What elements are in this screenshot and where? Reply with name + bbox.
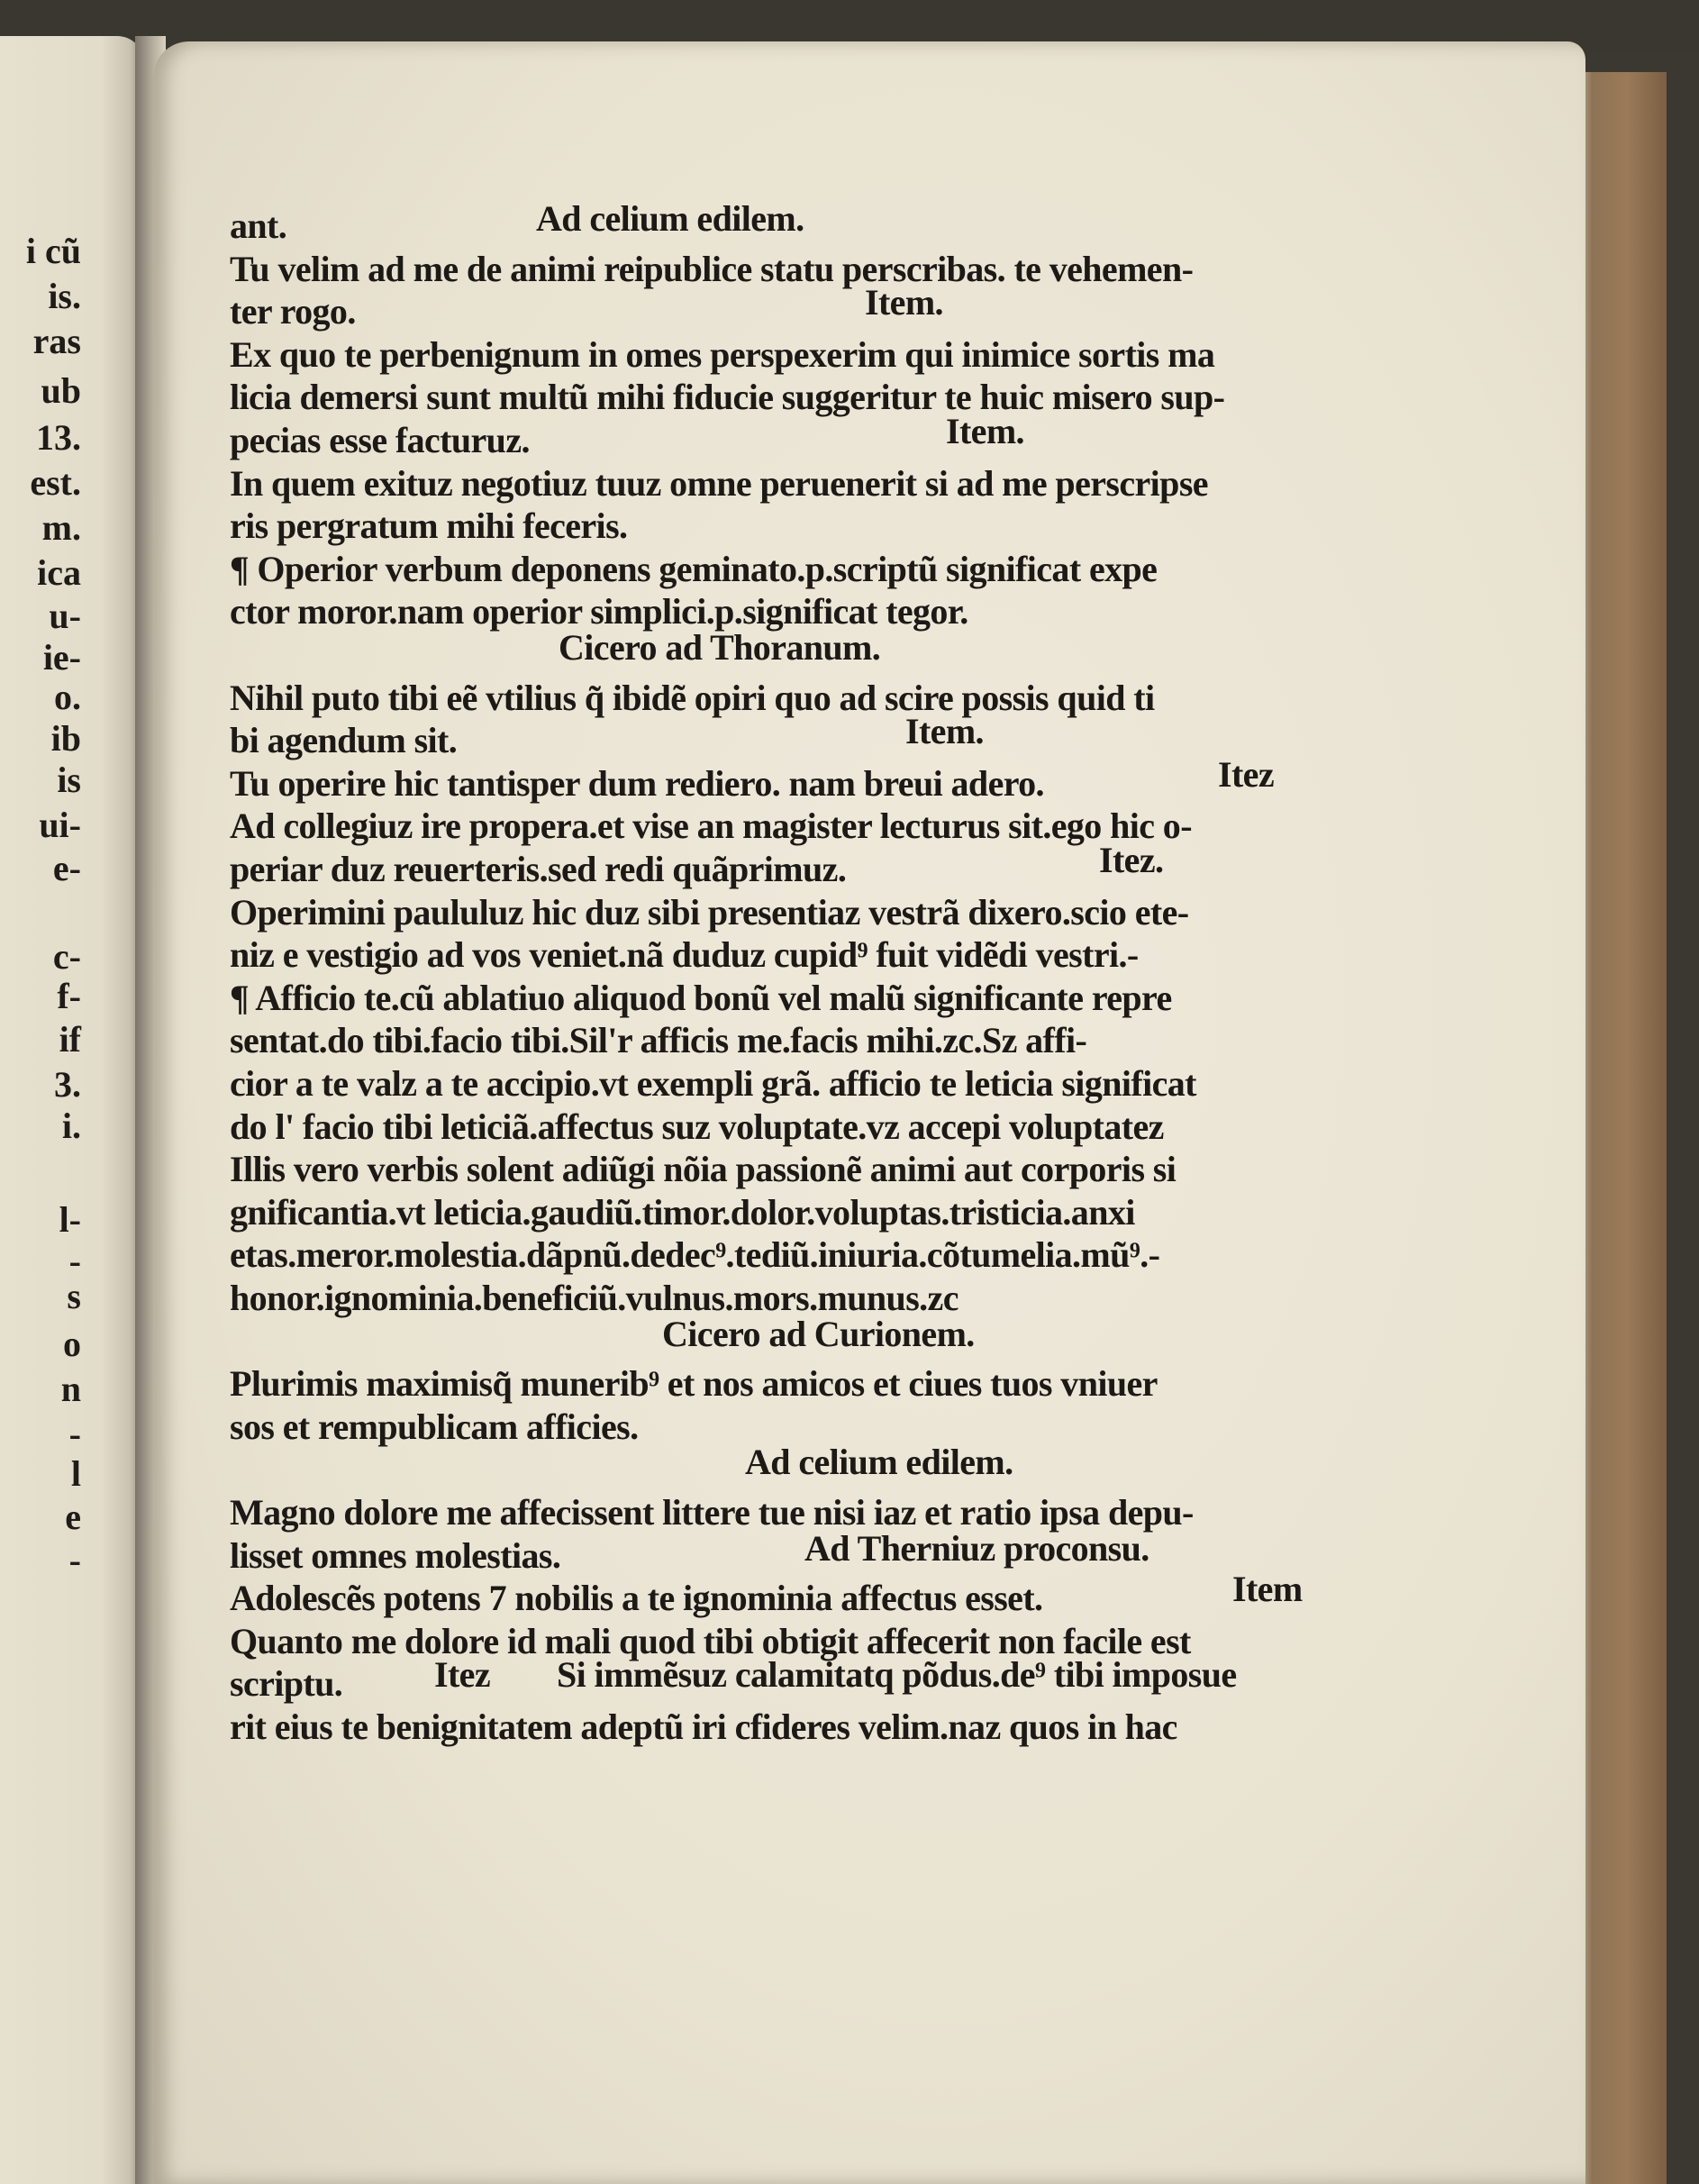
line-text: lisset omnes molestias. xyxy=(230,1534,561,1576)
line-text: sos et rempublicam afficies. xyxy=(230,1406,639,1447)
line-text: ctor moror.nam operior simplici.p.significat tegor. xyxy=(230,591,968,632)
letter-heading: Ad celium edilem. xyxy=(745,1442,1013,1483)
text-line xyxy=(230,753,1274,805)
item-marker: Item xyxy=(1232,1569,1303,1610)
left-page-line-fragment: ica xyxy=(37,552,81,593)
line-text: etas.meror.molestia.dãpnũ.dedec⁹.tediũ.iniuria.cõtumelia.mũ⁹.- xyxy=(230,1234,1160,1276)
item-marker: Item. xyxy=(865,282,943,323)
left-page-line-fragment: if xyxy=(59,1019,81,1060)
left-page-line-fragment: is. xyxy=(48,276,81,316)
line-text: sentat.do tibi.facio tibi.Sil'r afficis me.facis mihi.zc.Sz affi- xyxy=(230,1020,1087,1061)
line-text: bi agendum sit. xyxy=(230,720,458,761)
left-page-line-fragment: i cũ xyxy=(25,231,81,271)
text-line xyxy=(230,505,627,547)
text-line xyxy=(230,678,1155,719)
left-page-line-fragment: n xyxy=(60,1369,81,1409)
left-page-line-fragment: u- xyxy=(49,596,81,636)
left-page-line-fragment: est. xyxy=(30,462,81,503)
line-text: scriptu. xyxy=(230,1663,343,1705)
text-line xyxy=(230,1654,1237,1705)
line-text: niz e vestigio ad vos veniet.nã duduz cupid⁹ fuit vidẽdi vestri.- xyxy=(230,934,1139,976)
text-line xyxy=(230,377,1224,418)
left-page-line-fragment: ie- xyxy=(42,637,81,678)
left-page-line-fragment: ib xyxy=(50,718,81,759)
left-page-line-fragment: - xyxy=(68,1540,81,1580)
line-text: Ad collegiuz ire propera.et vise an magister lecturus sit.ego hic o- xyxy=(230,805,1192,847)
line-text: ris pergratum mihi feceris. xyxy=(230,505,628,547)
left-page-line-fragment: - xyxy=(68,1414,81,1454)
item-marker: Si immẽsuz calamitatq põdus.de⁹ tibi imposue xyxy=(557,1654,1237,1696)
text-line xyxy=(230,1363,1158,1405)
left-page-line-fragment: c- xyxy=(52,936,81,977)
left-page-line-fragment: m. xyxy=(41,507,81,548)
line-text: In quem exituz negotiuz tuuz omne peruenerit si ad me perscripse xyxy=(230,462,1208,504)
text-line xyxy=(230,805,1192,847)
letter-heading: Ad Therniuz proconsu. xyxy=(804,1527,1149,1569)
text-line xyxy=(230,549,1157,590)
line-text: gnificantia.vt leticia.gaudiũ.timor.dolor.voluptas.tristicia.anxi xyxy=(230,1191,1135,1233)
text-line xyxy=(230,282,943,332)
text-line xyxy=(230,411,1024,461)
line-text: ¶ Operior verbum deponens geminato.p.scriptũ significat expe xyxy=(230,548,1158,589)
left-page-line-fragment: f- xyxy=(57,976,81,1016)
left-page-line-fragment: l- xyxy=(59,1199,81,1240)
line-text: do l' facio tibi leticiã.affectus suz voluptate.vz accepi voluptatez xyxy=(230,1106,1164,1147)
text-line xyxy=(230,840,1164,890)
text-line xyxy=(230,1149,1176,1190)
text-line xyxy=(230,892,1188,933)
text-line xyxy=(230,334,1214,376)
text-line xyxy=(230,249,1193,290)
left-page-line-fragment: 13. xyxy=(36,417,81,458)
left-page-line-fragment: e xyxy=(65,1497,81,1537)
left-page-line-fragment: ub xyxy=(41,370,81,411)
text-line xyxy=(230,1020,1086,1061)
left-page-line-fragment: o. xyxy=(54,677,81,717)
text-line xyxy=(230,934,1139,976)
line-text: ant. xyxy=(230,205,287,246)
left-page-line-fragment: ras xyxy=(32,321,81,361)
item-marker: Itez. xyxy=(1099,840,1164,880)
letter-heading: Ad celium edilem. xyxy=(536,198,804,239)
left-page-line-fragment: 3. xyxy=(54,1064,81,1105)
line-text: Nihil puto tibi eẽ vtilius q̃ ibidẽ opiri quo ad scire possis quid ti xyxy=(230,677,1155,718)
text-line xyxy=(230,198,804,247)
text-line xyxy=(230,711,984,761)
line-text: pecias esse facturuz. xyxy=(230,420,530,460)
text-line xyxy=(230,1192,1135,1233)
line-text: ¶ Afficio te.cũ ablatiuo aliquod bonũ vel malũ significante repre xyxy=(230,977,1172,1018)
line-text: Plurimis maximisq̃ munerib⁹ et nos amicos et ciues tuos vniuer xyxy=(230,1363,1158,1405)
item-marker: Itez xyxy=(1218,753,1274,795)
text-line xyxy=(230,978,1172,1019)
left-page-line-fragment: o xyxy=(63,1324,81,1364)
line-text: Quanto me dolore id mali quod tibi obtigit affecerit non facile est xyxy=(230,1620,1191,1661)
letter-heading: Cicero ad Thoranum. xyxy=(559,627,881,668)
line-text: honor.ignominia.beneficiũ.vulnus.mors.munus.zc xyxy=(230,1278,959,1318)
left-page-line-fragment: s xyxy=(67,1276,81,1316)
line-text: periar duz reuerteris.sed redi quãprimuz. xyxy=(230,849,847,889)
left-page-line-fragment: e- xyxy=(52,848,81,888)
item-marker: Itez xyxy=(434,1654,490,1696)
line-text: Magno dolore me affecissent littere tue nisi iaz et ratio ipsa depu- xyxy=(230,1492,1194,1533)
text-line xyxy=(230,1527,1149,1577)
text-line xyxy=(230,1706,1177,1748)
text-line xyxy=(230,1569,1303,1619)
text-line xyxy=(230,1234,1159,1276)
line-text: Ex quo te perbenignum in omes perspexerim qui inimice sortis ma xyxy=(230,333,1215,375)
line-text: Tu velim ad me de animi reipublice statu perscribas. te vehemen- xyxy=(230,248,1194,289)
text-line xyxy=(230,1063,1196,1105)
text-line xyxy=(230,1406,639,1448)
line-text: licia demersi sunt multũ mihi fiducie suggeritur te huic misero sup- xyxy=(230,377,1225,418)
left-page-line-fragment: l xyxy=(70,1453,81,1494)
left-page-line-fragment: ui- xyxy=(39,805,81,845)
line-text: Illis vero verbis solent adiũgi nõia passionẽ animi aut corporis si xyxy=(230,1149,1177,1190)
left-page-line-fragment: i. xyxy=(61,1106,81,1146)
line-text: ter rogo. xyxy=(230,291,356,332)
item-marker: Item. xyxy=(905,711,984,752)
left-page-line-fragment: - xyxy=(68,1241,81,1281)
letter-heading: Cicero ad Curionem. xyxy=(662,1313,975,1354)
line-text: Operimini paululuz hic duz sibi presentiaz vestrã dixero.scio ete- xyxy=(230,891,1189,933)
line-text: Adolescẽs potens 7 nobilis a te ignominia affectus esset. xyxy=(230,1578,1043,1619)
left-page-line-fragment: is xyxy=(57,760,81,800)
text-line xyxy=(230,463,1208,505)
line-text: rit eius te benignitatem adeptũ iri cfideres velim.naz quos in hac xyxy=(230,1706,1177,1747)
text-line xyxy=(230,1106,1164,1148)
line-text: Tu operire hic tantisper dum rediero. nam breui adero. xyxy=(230,762,1044,804)
line-text: cior a te valz a te accipio.vt exempli grã. afficio te leticia significat xyxy=(230,1063,1196,1104)
item-marker: Item. xyxy=(946,411,1024,451)
